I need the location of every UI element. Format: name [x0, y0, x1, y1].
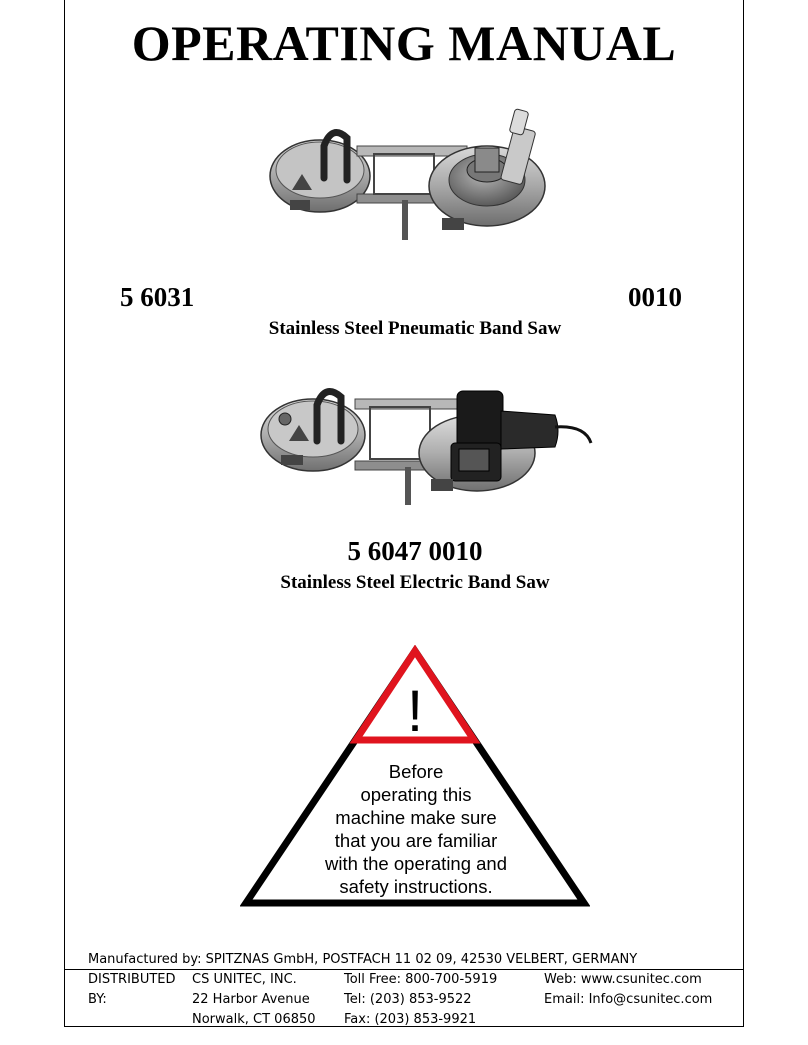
pneumatic-product-name: Stainless Steel Pneumatic Band Saw	[268, 318, 562, 339]
warning-line: that you are familiar	[334, 830, 498, 851]
distributor-name: CS UNITEC, INC.	[192, 972, 297, 987]
warning-line: Before	[388, 761, 444, 782]
warning-line: safety instructions.	[339, 876, 493, 897]
distributor-address	[192, 970, 316, 1030]
distributor-phones	[344, 970, 497, 1030]
warning-line: machine make sure	[335, 807, 497, 828]
website-link[interactable]: Web: www.csunitec.com	[544, 972, 702, 987]
warning-line: operating this	[360, 784, 472, 805]
telephone-number: Tel: (203) 853-9522	[344, 992, 472, 1007]
pneumatic-band-saw-image	[262, 108, 562, 250]
pneumatic-model-number-prefix: 5 6031	[120, 282, 195, 312]
email-link[interactable]: Email: Info@csunitec.com	[544, 992, 713, 1007]
warning-line: with the operating and	[324, 853, 508, 874]
electric-model-number: 5 6047 0010	[347, 536, 483, 566]
warning-message	[300, 760, 532, 898]
distributor-online	[544, 970, 712, 1010]
pneumatic-model-number-suffix: 0010	[628, 282, 682, 312]
distributor-label-line: DISTRIBUTED	[88, 972, 176, 987]
document-title: OPERATING MANUAL	[131, 15, 677, 71]
manufacturer-info: Manufactured by: SPITZNAS GmbH, POSTFACH 11 02 09, 42530 VELBERT, GERMANY	[88, 952, 638, 967]
electric-product-name: Stainless Steel Electric Band Saw	[280, 572, 550, 593]
distributor-label	[88, 970, 176, 1010]
electric-band-saw-image	[255, 375, 595, 510]
toll-free-number: Toll Free: 800-700-5919	[344, 972, 498, 987]
exclamation-mark: !	[406, 679, 424, 744]
distributor-street: 22 Harbor Avenue	[192, 992, 310, 1007]
fax-number: Fax: (203) 853-9921	[344, 1012, 477, 1027]
distributor-city: Norwalk, CT 06850	[192, 1012, 316, 1027]
distributor-label-line: BY:	[88, 992, 107, 1007]
